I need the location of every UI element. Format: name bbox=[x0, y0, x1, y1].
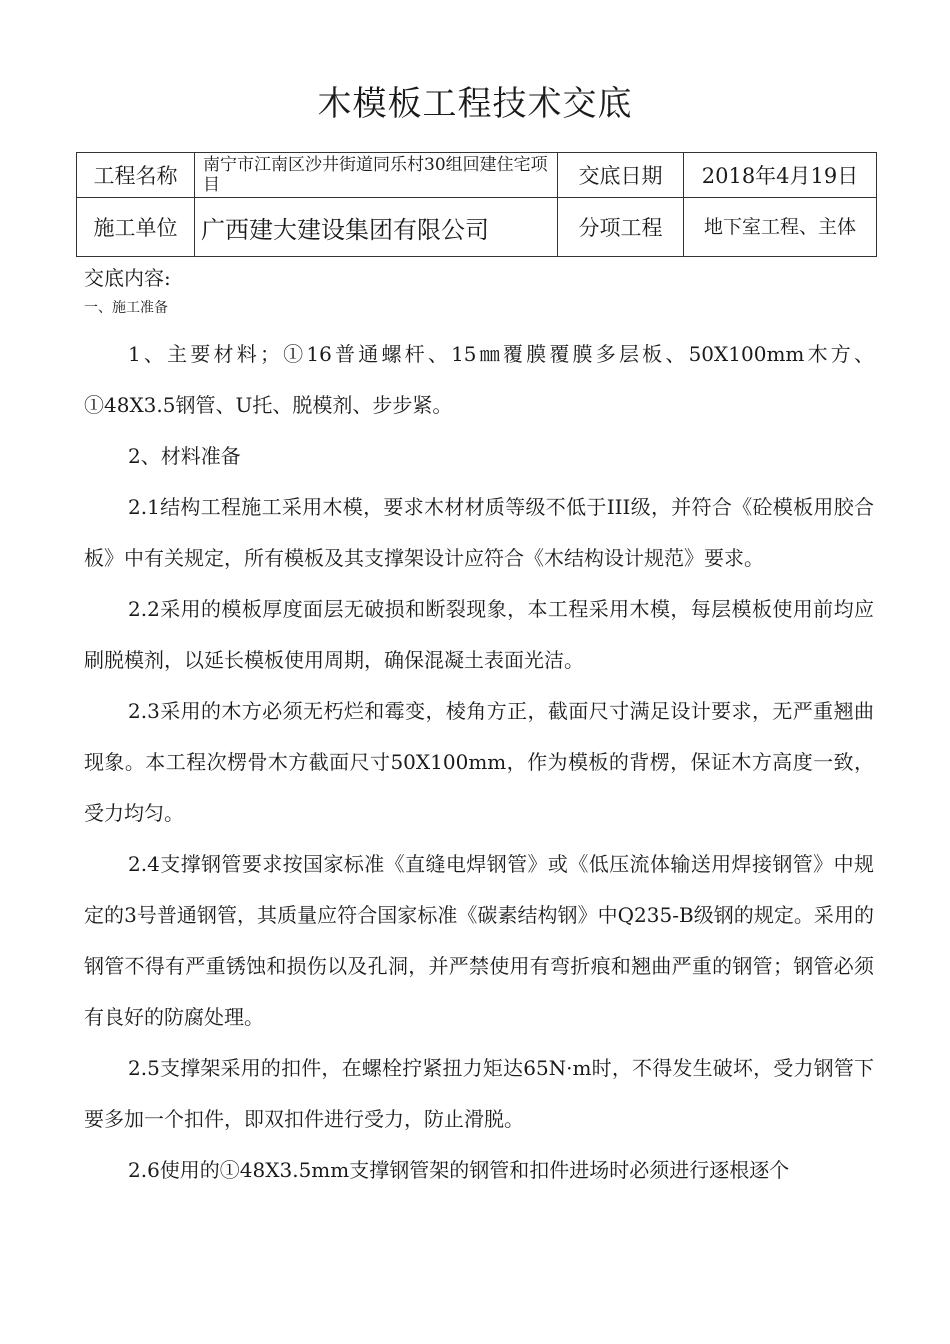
date-value: 2018年4月19日 bbox=[684, 153, 877, 198]
subitem-label: 分项工程 bbox=[558, 198, 684, 257]
unit-value: 广西建大建设集团有限公司 bbox=[195, 198, 558, 257]
content-body bbox=[84, 329, 874, 1196]
date-label: 交底日期 bbox=[558, 153, 684, 198]
paragraph: 2.1结构工程施工采用木模，要求木材材质等级不低于III级，并符合《砼模板用胶合板》中有关规定，所有模板及其支撑架设计应符合《木结构设计规范》要求。 bbox=[84, 495, 874, 570]
paragraph: 1、主要材料；①16普通螺杆、15㎜覆膜覆膜多层板、50X100mm木方、①48X3.5钢管、U托、脱模剂、步步紧。 bbox=[84, 342, 874, 417]
paragraph: 2.2采用的模板厚度面层无破损和断裂现象，本工程采用木模，每层模板使用前均应刷脱模剂，以延长模板使用周期，确保混凝土表面光洁。 bbox=[84, 597, 874, 672]
info-row-project bbox=[77, 153, 877, 198]
paragraph: 2.5支撑架采用的扣件，在螺栓拧紧扭力矩达65N·m时，不得发生破坏，受力钢管下要多加一个扣件，即双扣件进行受力，防止滑脱。 bbox=[84, 1056, 874, 1131]
info-row-unit bbox=[77, 198, 877, 257]
project-name-label: 工程名称 bbox=[77, 153, 195, 198]
paragraph: 2.6使用的①48X3.5mm支撑钢管架的钢管和扣件进场时必须进行逐根逐个 bbox=[128, 1158, 790, 1182]
unit-label: 施工单位 bbox=[77, 198, 195, 257]
content-heading: 交底内容: bbox=[84, 266, 171, 290]
section-heading: 一、施工准备 bbox=[84, 300, 168, 316]
paragraph: 2.3采用的木方必须无朽烂和霉变，棱角方正，截面尺寸满足设计要求，无严重翘曲现象。本工程次楞骨木方截面尺寸50X100mm，作为模板的背楞，保证木方高度一致，受力均匀。 bbox=[84, 699, 874, 825]
paragraph: 2、材料准备 bbox=[128, 444, 241, 468]
document-title: 木模板工程技术交底 bbox=[317, 84, 633, 124]
info-table bbox=[76, 152, 877, 257]
subitem-value: 地下室工程、主体 bbox=[684, 198, 877, 257]
project-name-value: 南宁市江南区沙井街道同乐村30组回建住宅项目 bbox=[195, 153, 558, 198]
paragraph: 2.4支撑钢管要求按国家标准《直缝电焊钢管》或《低压流体输送用焊接钢管》中规定的3号普通钢管，其质量应符合国家标准《碳素结构钢》中Q235-B级钢的规定。采用的钢管不得有严重锈蚀和损伤以及孔洞，并严禁使用有弯折痕和翘曲严重的钢管；钢管必须有良好的防腐处理。 bbox=[84, 852, 874, 1029]
